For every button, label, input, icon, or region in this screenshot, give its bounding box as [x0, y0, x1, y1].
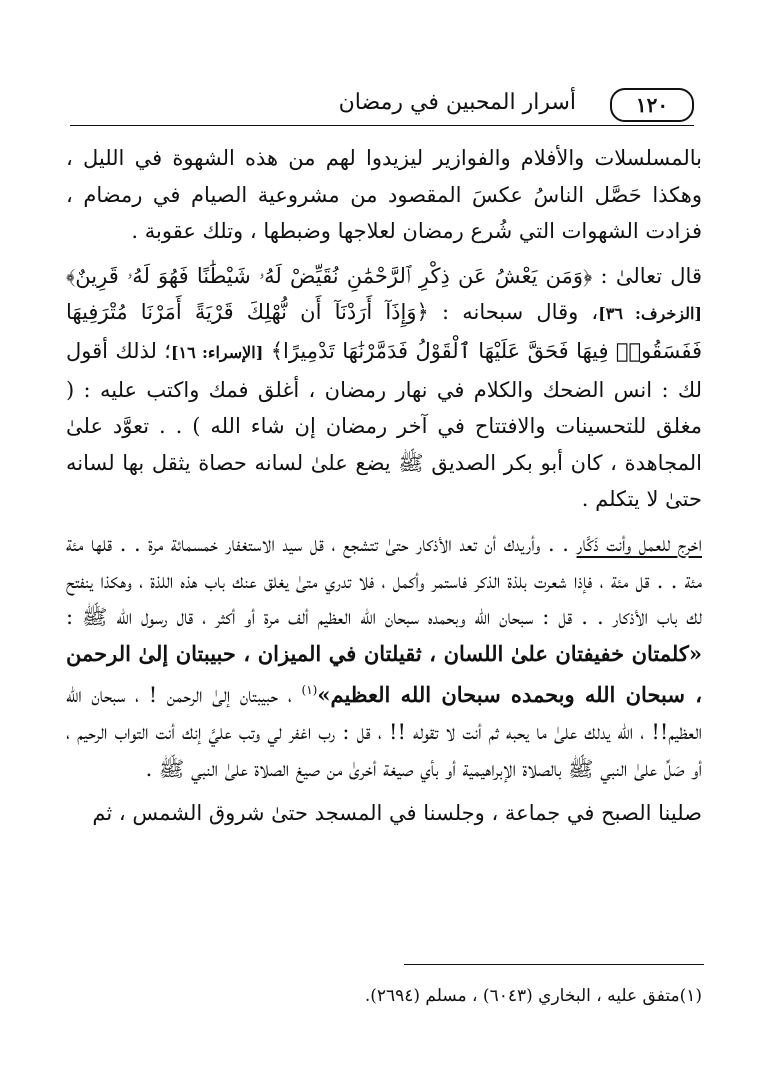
paragraph-2-rest: ؛ لذلك أقول لك : انس الضحك والكلام في نهار رمضان ، أغلق فمك واكتب عليه : ( مغلق للتحسينات والافتتاح في آخر رمضان إن شاء الله ) . . تعوَّد علىٰ المجاهدة ، كان أبو بكر الصديق ﷺ يضع علىٰ لسانه حصاة يثقل بها لسانه حتىٰ لا يتكلم .	[66, 338, 702, 512]
page-number: ١٢٠	[610, 88, 694, 122]
paragraph-4: صلينا الصبح في جماعة ، وجلسنا في المسجد حتىٰ شروق الشمس ، ثم	[92, 801, 702, 826]
body-text	[66, 140, 702, 832]
paragraph-3	[66, 526, 702, 787]
paragraph-3-text-a: . . وأريدك أن تعد الأذكار حتىٰ تتشجع ، قل سيد الاستغفار خمسمائة مرة . . قلها مئة مئة . . قل مئة ، فإذا شعرت بلذة الذكر فاستمر وأكمل ، فلا تدري متىٰ يغلق عنك باب هذه اللذة ، وهكذا ينفتح لك باب الأذكار . . قل : سبحان الله وبحمده سبحان الله العظيم ألف مرة أو أكثر ، قال رسول الله ﷺ :	[66, 531, 702, 630]
verse-reference-2: [الإسراء: ١٦]	[170, 342, 264, 362]
quran-verse-1: ﴿وَمَن يَعْشُ عَن ذِكْرِ ٱلرَّحْمَٰنِ نُقَيِّضْ لَهُۥ شَيْطَٰنًا فَهُوَ لَهُۥ قَرِينٌ﴾	[66, 263, 593, 288]
header-rule	[70, 125, 694, 126]
paragraph-3-text-b: ، حبيبتان إلىٰ الرحمن ! ، سبحان الله العظيم!! ، الله يدلك علىٰ ما يحبه ثم أنت لا تقوله !! ، قل : رب اغفر لي وتب عليَّ إنك أنت التواب الرحيم ، أو صَلِّ علىٰ النبي ﷺ بالصلاة الإبراهيمية أو بأي صيغة أخرىٰ من صيغ الصلاة علىٰ النبي ﷺ .	[66, 683, 702, 781]
footnote-text: (١)متفق عليه ، البخاري (٦٠٤٣) ، مسلم (٢٦٩٤).	[364, 986, 702, 1006]
paragraph-1: بالمسلسلات والأفلام والفوازير ليزيدوا لهم من هذه الشهوة في الليل ، وهكذا حَصَّل الناسُ عكسَ المقصود من مشروعية الصيام في رمضام ، فزادت الشهوات التي شُرع رمضان لعلاجها وضبطها ، وتلك عقوبة .	[66, 146, 702, 244]
quran-verse-2: ﴿وَإِذَآ أَرَدْنَآ أَن نُّهْلِكَ قَرْيَةً أَمَرْنَا مُتْرَفِيهَا فَفَسَقُوا۟ فِيهَا فَحَقَّ عَلَيْهَا ٱلْقَوْلُ فَدَمَّرْنَٰهَا تَدْمِيرًا﴾	[66, 300, 703, 363]
hadith-quote: «كلمتان خفيفتان علىٰ اللسان ، ثقيلتان في الميزان ، حبيبتان إلىٰ الرحمن ، سبحان الله وبحمده سبحان الله العظيم»	[66, 640, 702, 708]
footnote-divider	[404, 964, 704, 965]
running-title: أسرار المحبين في رمضان	[338, 90, 576, 115]
paragraph-2	[66, 258, 702, 518]
quote-intro: قال تعالىٰ :	[600, 263, 702, 288]
quote-connector: ، وقال سبحانه :	[442, 300, 599, 325]
underlined-heading: اخرج للعمل وأنت ذَكَّار	[576, 531, 702, 556]
verse-reference-1: [الزخرف: ٣٦]	[598, 304, 702, 324]
footnote-marker[interactable]: (١)	[301, 683, 318, 698]
running-header	[70, 88, 694, 126]
